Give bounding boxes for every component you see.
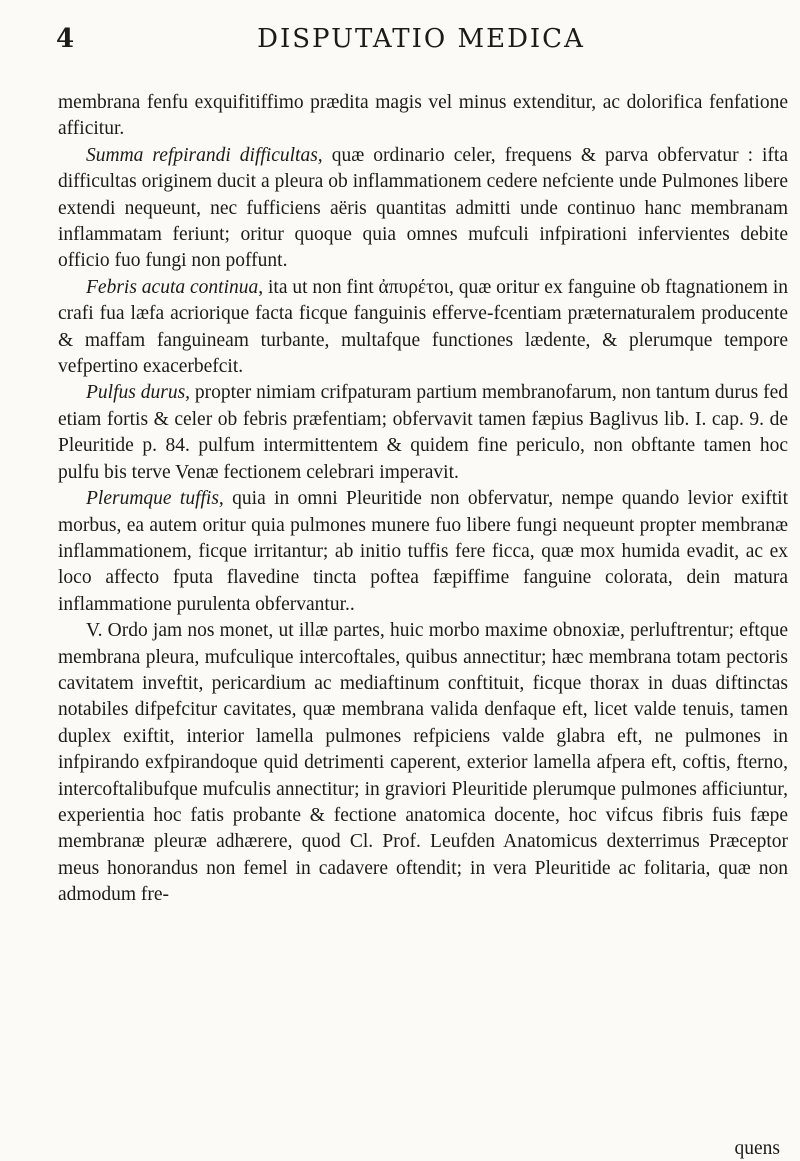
- paragraph-febris-acuta: Febris acuta continua, ita ut non fint ἀπυρέτοι, quæ oritur ex fanguine ob ftagnationem in crafi fua læfa acriorique facta ficque fanguinis efferve-fcentiam præternaturalem producente & maffam fanguineam turbante, multafque functiones lædente, & plerumque tempore vefpertino exacerbefcit.: [58, 276, 788, 378]
- paragraph-section-v: V. Ordo jam nos monet, ut illæ partes, huic morbo maxime obnoxiæ, perluftrentur; eftque membrana pleura, mufculique intercoftales, quibus annectitur; hæc membrana totam pectoris cavitatem inveftit, pericardium ac mediaftinum conftituit, ficque thorax in duas diftinctas notabiles difpefcitur cavitates, quæ membrana valida denfaque eft, licet valde tenuis, tamen duplex exiftit, interior lamella pulmones refpiciens valde glabra eft, ne pulmones in infpirando exfpirandoque quid detrimenti caperent, exterior lamella afpera eft, coftis, fterno, intercoftalibufque mufculis annectitur; in graviori Pleuritide plerumque pulmones afficiuntur, experientia hoc fatis probante & fectione anatomica docente, hoc vifcus fibris fuis fæpe membranæ pleuræ adhærere, quod Cl. Prof. Leufden Anatomicus dexterrimus Præceptor meus honorandus non femel in cadavere oftendit; in vera Pleuritide ac folitaria, quæ non admodum fre-: [58, 620, 788, 906]
- paragraph-plerumque-tuffis: Plerumque tuffis, quia in omni Pleuritide non obfervatur, nempe quando levior exiftit morbus, ea autem oritur quia pulmones munere fuo libere fungi nequeunt propter membranæ inflammationem, ficque irritantur; ab initio tuffis fere ficca, quæ mox humida evadit, ac ex loco affecto fputa flavedine tincta poftea fæpiffime fanguine colorata, dein matura inflammatione purulenta obfervantur..: [58, 488, 788, 615]
- running-title: DISPUTATIO MEDICA: [257, 24, 585, 54]
- page-header: [56, 20, 786, 60]
- body-text: [58, 90, 788, 909]
- paragraph-lead: Summa refpirandi difficultas,: [86, 144, 323, 166]
- paragraph-summa-refpirandi: Summa refpirandi difficultas, quæ ordinario celer, frequens & parva obfervatur : ifta difficultas originem ducit a pleura ob inflammationem cedere nefciente unde Pulmones libere extendi nequeunt, nec fufficiens aëris quantitas admitti unde continuo hanc membranam inflammatam feriunt; oritur quoque quia omnes mufculi infpirationi infervientes debite officio fuo fungi non poffunt.: [58, 144, 788, 272]
- page-number: 4: [56, 24, 76, 54]
- catchword: quens: [734, 1138, 780, 1159]
- paragraph-pulfus-durus: Pulfus durus, propter nimiam crifpaturam partium membranofarum, non tantum durus fed etiam fortis & celer ob febris præfentiam; obfervavit tamen fæpius Baglivus lib. I. cap. 9. de Pleuritide p. 84. pulfum intermittentem & quidem fine periculo, non obftante tamen hoc pulfu bis terve Venæ fectionem celebrari imperavit.: [58, 382, 788, 483]
- paragraph-continuation: membrana fenfu exquifitiffimo prædita magis vel minus extenditur, ac dolorifica fenfatione afficitur.: [58, 92, 788, 140]
- paragraph-lead: Febris acuta continua: [86, 276, 259, 298]
- paragraph-lead: Plerumque tuffis,: [86, 488, 224, 510]
- paragraph-lead: Pulfus durus,: [86, 382, 191, 404]
